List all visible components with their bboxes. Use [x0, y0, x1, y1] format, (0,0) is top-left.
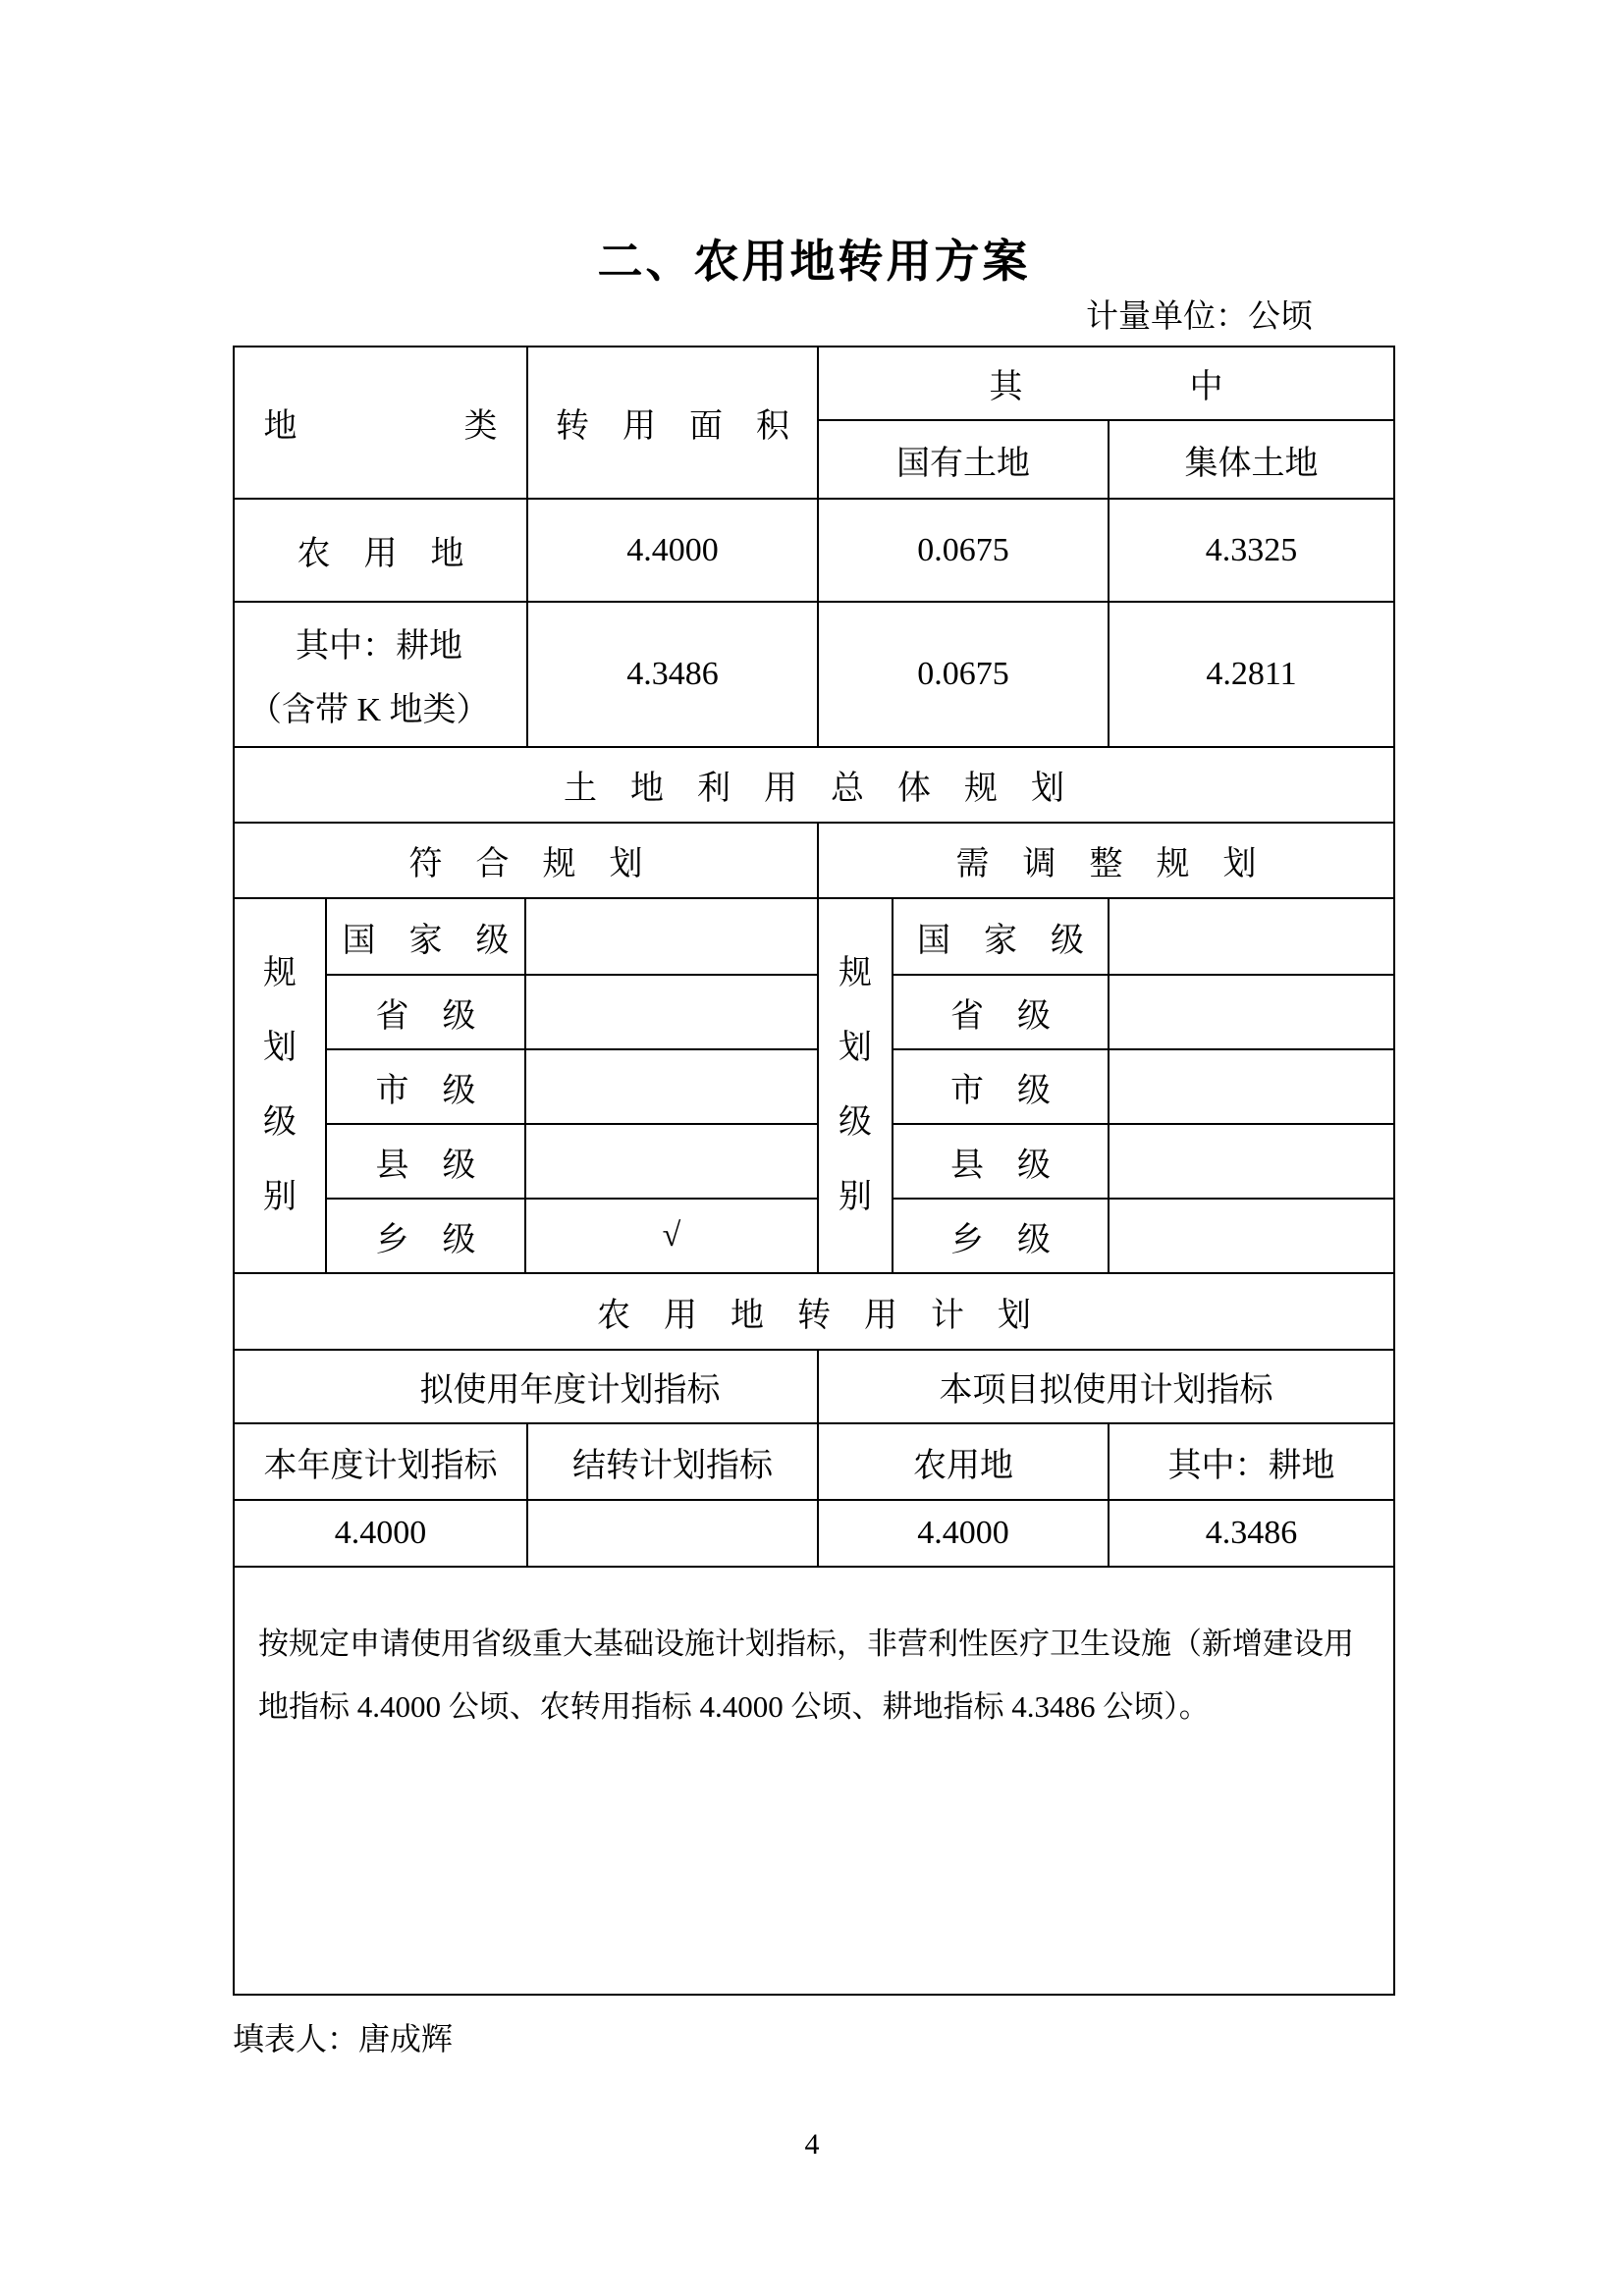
level-label: 县 级: [950, 1147, 1051, 1184]
level-value: [524, 1050, 817, 1123]
conversion-plan-subheader-row: [235, 1422, 1393, 1499]
current-year-index-header: 本年度计划指标: [263, 1447, 498, 1484]
level-label: 省 级: [950, 997, 1051, 1035]
collective-value: 4.2811: [1108, 603, 1393, 746]
level-row-township: [327, 1198, 817, 1272]
conversion-area-header: 转 用 面 积: [526, 347, 817, 498]
remark-text: 按规定申请使用省级重大基础设施计划指标，非营利性医疗卫生设施（新增建设用地指标 4.4000 公顷、农转用指标 4.4000 公顷、耕地指标 4.3486 公顷）。: [258, 1627, 1354, 1724]
carryover-index-header: 结转计划指标: [526, 1424, 817, 1499]
level-value: [1108, 1050, 1393, 1123]
table-header-row: [235, 347, 1393, 498]
overall-plan-title: 土 地 利 用 总 体 规 划: [564, 771, 1064, 807]
level-row-provincial: [893, 974, 1393, 1048]
conversion-plan-group-header-row: [235, 1349, 1393, 1422]
level-row-county: [893, 1123, 1393, 1198]
level-row-municipal: [327, 1048, 817, 1123]
of-which-header: 其 中: [989, 369, 1223, 405]
current-year-index-value: 4.4000: [334, 1515, 427, 1551]
collective-header: 集体土地: [1108, 421, 1393, 498]
area-value: 4.4000: [526, 500, 817, 601]
row-label-line2: （含带 K 地类）: [248, 692, 490, 728]
project-plan-index-header: 本项目拟使用计划指标: [817, 1351, 1393, 1422]
row-label-line1: 其中：耕地: [296, 628, 462, 665]
land-conversion-table: [233, 346, 1395, 1996]
level-row-township: [893, 1198, 1393, 1272]
level-value: [1108, 976, 1393, 1048]
level-label: 国 家 级: [342, 922, 510, 959]
state-owned-value: 0.0675: [817, 500, 1108, 601]
conversion-plan-title: 农 用 地 转 用 计 划: [597, 1297, 1031, 1334]
plan-level-label-right: 规划级别: [817, 899, 892, 1272]
level-value: [1108, 899, 1393, 974]
of-which-header-group: [817, 347, 1393, 498]
adjust-plan-header: 需 调 整 规 划: [817, 824, 1393, 897]
overall-plan-section-header-row: [235, 746, 1393, 822]
of-which-subheaders: [819, 419, 1393, 498]
cultivated-land-value: 4.3486: [1108, 1501, 1393, 1566]
level-value: [524, 976, 817, 1048]
table-row-cultivated-land: [235, 601, 1393, 746]
level-label: 市 级: [950, 1072, 1051, 1109]
level-value: [524, 899, 817, 974]
conversion-plan-values-row: [235, 1499, 1393, 1566]
collective-value: 4.3325: [1108, 500, 1393, 601]
agricultural-land-header: 农用地: [817, 1424, 1108, 1499]
table-row-agricultural-land: [235, 498, 1393, 601]
level-value: [1108, 1200, 1393, 1272]
level-row-county: [327, 1123, 817, 1198]
level-row-national: [327, 899, 817, 974]
level-label: 县 级: [375, 1147, 476, 1184]
agricultural-land-value: 4.4000: [817, 1501, 1108, 1566]
level-label: 市 级: [375, 1072, 476, 1109]
form-filler-name: 填表人：唐成辉: [233, 2021, 454, 2056]
carryover-index-value: [526, 1501, 817, 1566]
level-value: [524, 1125, 817, 1198]
plan-level-label-left: 规划级别: [263, 955, 297, 1215]
conform-plan-header: 符 合 规 划: [408, 846, 643, 882]
level-value: [1108, 1125, 1393, 1198]
land-type-header: 地 类: [263, 408, 498, 445]
plan-levels-block: [235, 897, 1393, 1272]
unit-note: 计量单位：公顷: [1086, 299, 1313, 335]
plan-compliance-header-row: [235, 822, 1393, 897]
remark-row: [235, 1566, 1393, 1994]
state-owned-value: 0.0675: [817, 603, 1108, 746]
area-value: 4.3486: [526, 603, 817, 746]
row-label: [235, 603, 526, 746]
plan-levels-left: [325, 899, 817, 1272]
plan-levels-right: [892, 899, 1393, 1272]
level-label: 国 家 级: [917, 922, 1084, 959]
level-row-national: [893, 899, 1393, 974]
conversion-plan-section-header-row: [235, 1272, 1393, 1349]
level-row-provincial: [327, 974, 817, 1048]
level-row-municipal: [893, 1048, 1393, 1123]
level-label: 乡 级: [950, 1221, 1051, 1258]
page-title: 二、农用地转用方案: [597, 237, 1031, 287]
level-checkmark: √: [524, 1200, 817, 1272]
cultivated-land-header: 其中：耕地: [1108, 1424, 1393, 1499]
annual-plan-index-header: 拟使用年度计划指标: [419, 1372, 721, 1409]
level-label: 乡 级: [375, 1221, 476, 1258]
state-owned-header: 国有土地: [896, 445, 1030, 482]
level-label: 省 级: [375, 997, 476, 1035]
page-number: 4: [804, 2128, 820, 2161]
row-label: 农 用 地: [297, 536, 464, 572]
